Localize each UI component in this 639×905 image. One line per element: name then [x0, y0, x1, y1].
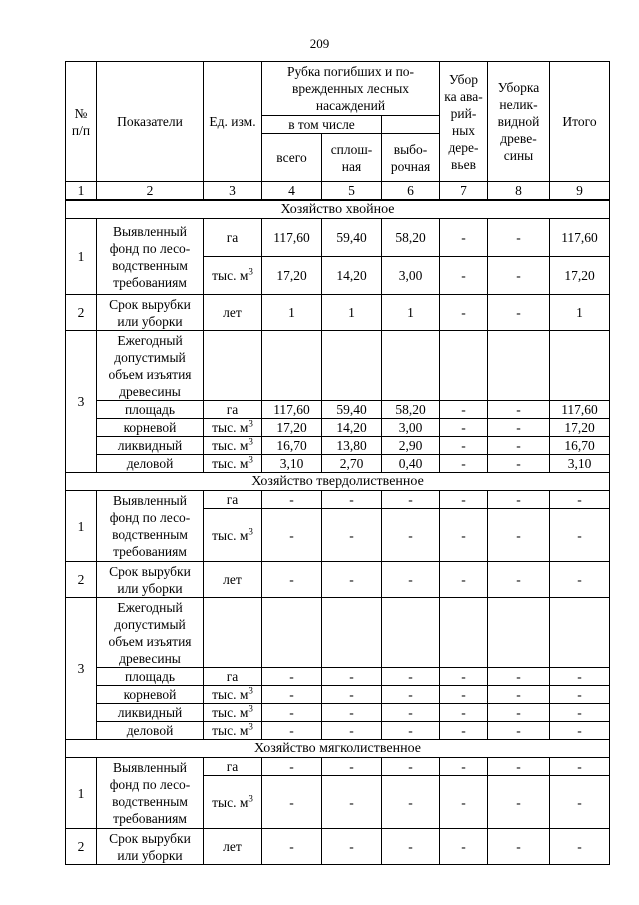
value-cell: - — [262, 491, 322, 509]
unit-superscript: 3 — [248, 454, 253, 465]
column-number: 3 — [204, 182, 262, 201]
value-cell: - — [262, 686, 322, 704]
value-cell: - — [382, 776, 440, 829]
indicator-sub-name: ликвидный — [97, 437, 204, 455]
value-cell: 1 — [382, 295, 440, 331]
indicator-sub-name: площадь — [97, 668, 204, 686]
value-cell: 17,20 — [550, 419, 610, 437]
value-cell: - — [440, 562, 488, 598]
value-cell: - — [262, 829, 322, 865]
column-number: 2 — [97, 182, 204, 201]
column-number: 5 — [322, 182, 382, 201]
value-cell: 117,60 — [262, 401, 322, 419]
unit-text: тыс. м — [212, 705, 249, 720]
empty-cell — [440, 598, 488, 668]
value-cell: - — [440, 419, 488, 437]
unit-cell — [204, 704, 262, 722]
indicator-name: Срок вырубки или уборки — [97, 562, 204, 598]
unit-text: тыс. м — [212, 723, 249, 738]
value-cell: - — [488, 419, 550, 437]
column-number: 4 — [262, 182, 322, 201]
value-cell: 0,40 — [382, 455, 440, 473]
column-number: 6 — [382, 182, 440, 201]
empty-cell — [382, 331, 440, 401]
header-unit: Ед. изм. — [204, 62, 262, 182]
value-cell: 17,20 — [262, 419, 322, 437]
value-cell: - — [550, 758, 610, 776]
unit-cell: га — [204, 219, 262, 257]
value-cell: 16,70 — [262, 437, 322, 455]
empty-cell — [488, 598, 550, 668]
value-cell: 2,70 — [322, 455, 382, 473]
value-cell: - — [322, 704, 382, 722]
value-cell: - — [488, 829, 550, 865]
value-cell: - — [322, 668, 382, 686]
value-cell: - — [322, 509, 382, 562]
value-cell: - — [382, 758, 440, 776]
value-cell: - — [262, 562, 322, 598]
unit-superscript: 3 — [248, 418, 253, 429]
row-number: 3 — [66, 331, 97, 473]
value-cell: - — [440, 455, 488, 473]
value-cell: - — [322, 722, 382, 740]
unit-text: тыс. м — [212, 687, 249, 702]
indicator-name: Ежегодный допустимый объем изъятия древесины — [97, 598, 204, 668]
unit-text: тыс. м — [212, 420, 249, 435]
unit-text: тыс. м — [212, 527, 249, 543]
value-cell: - — [488, 219, 550, 257]
value-cell: - — [488, 776, 550, 829]
empty-cell — [382, 598, 440, 668]
value-cell: - — [262, 704, 322, 722]
value-cell: - — [382, 491, 440, 509]
value-cell: - — [382, 829, 440, 865]
empty-cell — [262, 331, 322, 401]
page-number: 209 — [309, 36, 330, 51]
value-cell: - — [550, 562, 610, 598]
row-number: 1 — [66, 491, 97, 562]
value-cell: 1 — [550, 295, 610, 331]
value-cell: - — [440, 704, 488, 722]
header-col6: выбо-рочная — [382, 134, 440, 182]
value-cell: - — [440, 776, 488, 829]
indicator-sub-name: корневой — [97, 686, 204, 704]
value-cell: - — [382, 722, 440, 740]
value-cell: - — [488, 722, 550, 740]
value-cell: - — [440, 829, 488, 865]
unit-superscript: 3 — [248, 793, 253, 803]
indicator-name: Срок вырубки или уборки — [97, 829, 204, 865]
value-cell: 117,60 — [262, 219, 322, 257]
unit-cell — [204, 257, 262, 295]
column-number: 1 — [66, 182, 97, 201]
empty-cell — [440, 331, 488, 401]
value-cell: - — [382, 562, 440, 598]
value-cell: - — [440, 257, 488, 295]
value-cell: 58,20 — [382, 219, 440, 257]
value-cell: - — [262, 776, 322, 829]
value-cell: - — [550, 668, 610, 686]
value-cell: - — [322, 758, 382, 776]
value-cell: - — [488, 686, 550, 704]
header-col5: сплош-ная — [322, 134, 382, 182]
row-number: 1 — [66, 219, 97, 295]
unit-cell — [204, 776, 262, 829]
value-cell: - — [382, 686, 440, 704]
row-number: 2 — [66, 295, 97, 331]
column-number: 8 — [488, 182, 550, 201]
unit-superscript: 3 — [248, 703, 253, 714]
empty-cell — [204, 331, 262, 401]
unit-superscript: 3 — [248, 721, 253, 732]
value-cell: 117,60 — [550, 219, 610, 257]
indicator-sub-name: ликвидный — [97, 704, 204, 722]
value-cell: - — [440, 686, 488, 704]
row-number: 1 — [66, 758, 97, 829]
unit-cell: га — [204, 758, 262, 776]
unit-text: тыс. м — [212, 438, 249, 453]
value-cell: - — [550, 829, 610, 865]
header-row-number: № п/п — [66, 62, 97, 182]
value-cell: 59,40 — [322, 401, 382, 419]
unit-cell: лет — [204, 829, 262, 865]
value-cell: 17,20 — [550, 257, 610, 295]
value-cell: - — [440, 295, 488, 331]
value-cell: - — [440, 758, 488, 776]
value-cell: - — [382, 668, 440, 686]
empty-cell — [262, 598, 322, 668]
indicator-sub-name: деловой — [97, 455, 204, 473]
value-cell: - — [322, 686, 382, 704]
unit-cell — [204, 722, 262, 740]
value-cell: - — [488, 257, 550, 295]
value-cell: - — [488, 758, 550, 776]
value-cell: 3,00 — [382, 257, 440, 295]
unit-text: тыс. м — [212, 268, 249, 283]
section-title: Хозяйство твердолиственное — [66, 473, 610, 491]
value-cell: - — [488, 562, 550, 598]
unit-cell: лет — [204, 562, 262, 598]
unit-cell — [204, 419, 262, 437]
value-cell: - — [550, 776, 610, 829]
value-cell: - — [382, 509, 440, 562]
indicator-name: Срок вырубки или уборки — [97, 295, 204, 331]
value-cell: 13,80 — [322, 437, 382, 455]
header-group: Рубка погибших и по-врежденных лесных насаждений — [262, 62, 440, 116]
value-cell: 3,10 — [550, 455, 610, 473]
value-cell: - — [440, 491, 488, 509]
value-cell: - — [322, 829, 382, 865]
header-indicators: Показатели — [97, 62, 204, 182]
value-cell: - — [550, 722, 610, 740]
value-cell: - — [550, 491, 610, 509]
value-cell: 117,60 — [550, 401, 610, 419]
header-col8: Уборка нелик-видной древе-сины — [488, 62, 550, 182]
value-cell: - — [262, 722, 322, 740]
value-cell: - — [550, 509, 610, 562]
empty-cell — [322, 598, 382, 668]
indicator-name: Выявленный фонд по лесо-водственным требованиям — [97, 219, 204, 295]
indicator-name: Выявленный фонд по лесо-водственным требованиям — [97, 491, 204, 562]
empty-cell — [322, 331, 382, 401]
value-cell: - — [488, 401, 550, 419]
value-cell: - — [550, 704, 610, 722]
value-cell: - — [322, 562, 382, 598]
row-number: 3 — [66, 598, 97, 740]
column-number: 9 — [550, 182, 610, 201]
unit-text: тыс. м — [212, 456, 249, 471]
value-cell: 59,40 — [322, 219, 382, 257]
value-cell: 16,70 — [550, 437, 610, 455]
value-cell: - — [488, 704, 550, 722]
header-subgroup: в том числе — [262, 116, 382, 134]
value-cell: - — [488, 455, 550, 473]
value-cell: 1 — [262, 295, 322, 331]
value-cell: - — [440, 668, 488, 686]
indicator-name: Выявленный фонд по лесо-водственным требованиям — [97, 758, 204, 829]
value-cell: - — [440, 722, 488, 740]
unit-cell — [204, 455, 262, 473]
empty-cell — [550, 598, 610, 668]
column-number: 7 — [440, 182, 488, 201]
value-cell: 1 — [322, 295, 382, 331]
indicator-sub-name: площадь — [97, 401, 204, 419]
value-cell: - — [440, 219, 488, 257]
unit-text: тыс. м — [212, 794, 249, 810]
header-col4: всего — [262, 134, 322, 182]
value-cell: - — [262, 668, 322, 686]
indicator-sub-name: корневой — [97, 419, 204, 437]
data-table — [65, 61, 610, 865]
value-cell: 3,10 — [262, 455, 322, 473]
row-number: 2 — [66, 562, 97, 598]
value-cell: 2,90 — [382, 437, 440, 455]
empty-cell — [488, 331, 550, 401]
header-total: Итого — [550, 62, 610, 182]
value-cell: - — [440, 509, 488, 562]
unit-superscript: 3 — [248, 685, 253, 696]
empty-cell — [550, 331, 610, 401]
value-cell: - — [440, 401, 488, 419]
value-cell: - — [488, 295, 550, 331]
unit-cell: лет — [204, 295, 262, 331]
value-cell: - — [322, 776, 382, 829]
value-cell: - — [550, 686, 610, 704]
unit-cell: га — [204, 668, 262, 686]
row-number: 2 — [66, 829, 97, 865]
unit-superscript: 3 — [248, 526, 253, 536]
value-cell: - — [488, 437, 550, 455]
value-cell: - — [488, 509, 550, 562]
value-cell: 14,20 — [322, 257, 382, 295]
unit-cell — [204, 686, 262, 704]
unit-cell — [204, 437, 262, 455]
value-cell: 3,00 — [382, 419, 440, 437]
indicator-sub-name: деловой — [97, 722, 204, 740]
value-cell: 17,20 — [262, 257, 322, 295]
indicator-name: Ежегодный допустимый объем изъятия древесины — [97, 331, 204, 401]
section-title: Хозяйство мягколиственное — [66, 740, 610, 758]
unit-cell: га — [204, 401, 262, 419]
unit-superscript: 3 — [248, 436, 253, 447]
header-col7: Убор ка ава-рий-ных дере-вьев — [440, 62, 488, 182]
section-title: Хозяйство хвойное — [66, 200, 610, 219]
value-cell: 14,20 — [322, 419, 382, 437]
empty-cell — [204, 598, 262, 668]
value-cell: - — [488, 491, 550, 509]
value-cell: 58,20 — [382, 401, 440, 419]
value-cell: - — [440, 437, 488, 455]
unit-cell: га — [204, 491, 262, 509]
value-cell: - — [322, 491, 382, 509]
unit-superscript: 3 — [248, 266, 253, 277]
unit-cell — [204, 509, 262, 562]
value-cell: - — [382, 704, 440, 722]
value-cell: - — [262, 509, 322, 562]
value-cell: - — [262, 758, 322, 776]
value-cell: - — [488, 668, 550, 686]
